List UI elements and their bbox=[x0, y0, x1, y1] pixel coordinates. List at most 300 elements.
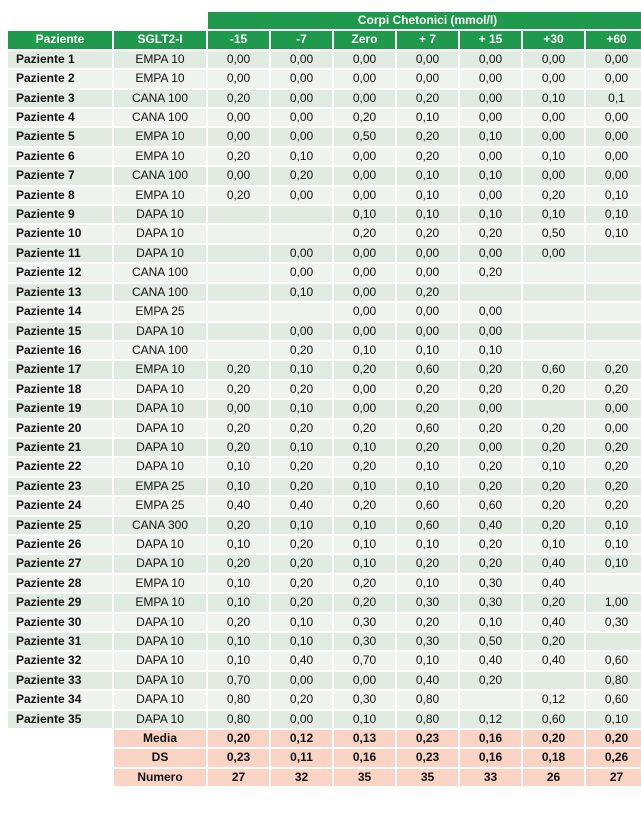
ketone-value-cell: 0,00 bbox=[208, 128, 269, 145]
ketone-value-cell: 0,50 bbox=[334, 128, 395, 145]
sglt2-drug-cell: DAPA 10 bbox=[114, 323, 206, 340]
ketone-value-cell bbox=[460, 691, 521, 708]
stats-value-cell: 0,23 bbox=[397, 730, 458, 747]
stats-value-cell: 0,16 bbox=[460, 749, 521, 766]
ketone-value-cell: 0,12 bbox=[523, 691, 584, 708]
patient-name-cell: Paziente 9 bbox=[8, 206, 112, 223]
stats-blank-cell bbox=[8, 769, 112, 786]
ketone-value-cell: 0,10 bbox=[271, 439, 332, 456]
ketone-value-cell: 0,50 bbox=[460, 633, 521, 650]
ketone-value-cell: 0,00 bbox=[460, 245, 521, 262]
ketone-value-cell: 0,10 bbox=[586, 536, 641, 553]
sglt2-drug-cell: CANA 100 bbox=[114, 264, 206, 281]
ketone-value-cell: 0,20 bbox=[208, 420, 269, 437]
ketone-value-cell: 0,00 bbox=[271, 187, 332, 204]
ketone-value-cell: 0,20 bbox=[208, 90, 269, 107]
ketone-value-cell: 0,10 bbox=[397, 206, 458, 223]
ketone-value-cell bbox=[208, 225, 269, 242]
ketone-value-cell: 0,10 bbox=[334, 555, 395, 572]
patient-name-cell: Paziente 27 bbox=[8, 555, 112, 572]
stats-row bbox=[8, 769, 641, 786]
ketone-value-cell: 0,00 bbox=[334, 672, 395, 689]
ketone-value-cell: 0,30 bbox=[586, 614, 641, 631]
ketone-value-cell: 0,00 bbox=[334, 264, 395, 281]
ketone-value-cell: 0,60 bbox=[397, 497, 458, 514]
ketone-value-cell: 0,10 bbox=[397, 536, 458, 553]
ketone-value-cell: 0,00 bbox=[460, 187, 521, 204]
ketone-value-cell: 0,00 bbox=[460, 400, 521, 417]
stats-value-cell: 32 bbox=[271, 769, 332, 786]
ketone-value-cell: 0,40 bbox=[523, 614, 584, 631]
ketone-value-cell: 0,20 bbox=[334, 497, 395, 514]
table-row bbox=[8, 148, 641, 165]
ketone-value-cell: 0,00 bbox=[208, 400, 269, 417]
ketone-value-cell bbox=[586, 303, 641, 320]
ketone-value-cell: 0,40 bbox=[460, 652, 521, 669]
ketone-value-cell: 0,00 bbox=[271, 128, 332, 145]
ketone-value-cell bbox=[523, 264, 584, 281]
ketone-value-cell: 0,20 bbox=[397, 284, 458, 301]
ketone-value-cell: 0,20 bbox=[208, 614, 269, 631]
sglt2-drug-cell: DAPA 10 bbox=[114, 555, 206, 572]
table-row bbox=[8, 517, 641, 534]
table-row bbox=[8, 439, 641, 456]
ketone-value-cell: 0,00 bbox=[271, 245, 332, 262]
table-row bbox=[8, 284, 641, 301]
ketone-value-cell: 0,10 bbox=[271, 614, 332, 631]
ketone-value-cell: 0,20 bbox=[460, 458, 521, 475]
ketone-value-cell bbox=[586, 245, 641, 262]
stats-blank-cell bbox=[8, 730, 112, 747]
stats-value-cell: 0,20 bbox=[586, 730, 641, 747]
patient-name-cell: Paziente 5 bbox=[8, 128, 112, 145]
ketone-value-cell: 0,40 bbox=[523, 555, 584, 572]
sglt2-drug-cell: EMPA 10 bbox=[114, 187, 206, 204]
ketone-value-cell: 0,00 bbox=[334, 303, 395, 320]
table-row bbox=[8, 342, 641, 359]
ketone-value-cell: 0,00 bbox=[460, 51, 521, 68]
sglt2-drug-cell: CANA 100 bbox=[114, 342, 206, 359]
column-header-timepoint: Zero bbox=[334, 31, 395, 48]
ketone-value-cell: 0,10 bbox=[334, 711, 395, 728]
ketone-value-cell bbox=[208, 245, 269, 262]
ketone-value-cell: 0,10 bbox=[208, 478, 269, 495]
patient-name-cell: Paziente 22 bbox=[8, 458, 112, 475]
table-row bbox=[8, 381, 641, 398]
patient-name-cell: Paziente 34 bbox=[8, 691, 112, 708]
ketone-value-cell: 0,10 bbox=[523, 90, 584, 107]
ketone-value-cell: 0,00 bbox=[334, 51, 395, 68]
ketone-value-cell: 0,10 bbox=[208, 633, 269, 650]
sglt2-drug-cell: DAPA 10 bbox=[114, 206, 206, 223]
sglt2-drug-cell: CANA 300 bbox=[114, 517, 206, 534]
stats-value-cell: 0,23 bbox=[397, 749, 458, 766]
stats-row bbox=[8, 730, 641, 747]
ketone-value-cell: 0,20 bbox=[334, 420, 395, 437]
stats-value-cell: 0,20 bbox=[208, 730, 269, 747]
ketone-value-cell: 0,20 bbox=[397, 90, 458, 107]
ketone-value-cell: 0,00 bbox=[397, 264, 458, 281]
stats-value-cell: 0,23 bbox=[208, 749, 269, 766]
ketone-value-cell: 0,00 bbox=[208, 51, 269, 68]
ketone-value-cell: 0,20 bbox=[397, 439, 458, 456]
sglt2-drug-cell: CANA 100 bbox=[114, 284, 206, 301]
ketone-value-cell bbox=[523, 342, 584, 359]
ketone-value-cell: 0,00 bbox=[586, 109, 641, 126]
table-row bbox=[8, 323, 641, 340]
ketone-value-cell: 0,10 bbox=[523, 458, 584, 475]
ketone-value-cell: 0,40 bbox=[271, 652, 332, 669]
ketone-value-cell bbox=[586, 264, 641, 281]
ketone-value-cell: 0,20 bbox=[271, 536, 332, 553]
ketone-value-cell bbox=[586, 284, 641, 301]
ketone-value-cell: 0,20 bbox=[271, 478, 332, 495]
ketone-value-cell: 0,10 bbox=[586, 206, 641, 223]
patient-name-cell: Paziente 7 bbox=[8, 167, 112, 184]
ketone-value-cell: 0,20 bbox=[208, 361, 269, 378]
ketone-value-cell: 0,00 bbox=[586, 70, 641, 87]
ketone-value-cell bbox=[208, 264, 269, 281]
ketone-value-cell: 0,10 bbox=[397, 458, 458, 475]
ketone-value-cell: 0,20 bbox=[271, 381, 332, 398]
sglt2-drug-cell: DAPA 10 bbox=[114, 381, 206, 398]
patient-name-cell: Paziente 11 bbox=[8, 245, 112, 262]
table-row bbox=[8, 245, 641, 262]
ketone-value-cell: 0,20 bbox=[523, 497, 584, 514]
ketone-value-cell: 0,40 bbox=[271, 497, 332, 514]
ketone-value-cell: 0,20 bbox=[523, 478, 584, 495]
sglt2-drug-cell: EMPA 10 bbox=[114, 128, 206, 145]
ketone-value-cell: 0,10 bbox=[460, 167, 521, 184]
patient-name-cell: Paziente 31 bbox=[8, 633, 112, 650]
stats-value-cell: 0,16 bbox=[460, 730, 521, 747]
sglt2-drug-cell: DAPA 10 bbox=[114, 420, 206, 437]
ketone-value-cell bbox=[208, 206, 269, 223]
stats-value-cell: 0,18 bbox=[523, 749, 584, 766]
ketone-value-cell: 0,20 bbox=[523, 420, 584, 437]
ketone-value-cell: 0,10 bbox=[334, 478, 395, 495]
patient-name-cell: Paziente 6 bbox=[8, 148, 112, 165]
ketone-value-cell: 0,40 bbox=[397, 672, 458, 689]
ketone-value-cell: 0,20 bbox=[271, 555, 332, 572]
ketone-value-cell: 0,20 bbox=[523, 633, 584, 650]
sglt2-drug-cell: EMPA 10 bbox=[114, 70, 206, 87]
stats-value-cell: 33 bbox=[460, 769, 521, 786]
ketone-value-cell: 0,00 bbox=[334, 284, 395, 301]
table-row bbox=[8, 206, 641, 223]
ketone-value-cell: 0,30 bbox=[334, 691, 395, 708]
table-row bbox=[8, 594, 641, 611]
table-row bbox=[8, 70, 641, 87]
column-header-timepoint: -15 bbox=[208, 31, 269, 48]
ketone-value-cell: 0,00 bbox=[208, 167, 269, 184]
patient-name-cell: Paziente 20 bbox=[8, 420, 112, 437]
stats-value-cell: 27 bbox=[586, 769, 641, 786]
ketone-value-cell bbox=[523, 400, 584, 417]
stats-label-cell: Media bbox=[114, 730, 206, 747]
table-row bbox=[8, 264, 641, 281]
header-row-group bbox=[8, 12, 641, 29]
sglt2-drug-cell: EMPA 25 bbox=[114, 478, 206, 495]
sglt2-drug-cell: EMPA 10 bbox=[114, 594, 206, 611]
ketone-value-cell: 0,20 bbox=[460, 536, 521, 553]
patient-name-cell: Paziente 29 bbox=[8, 594, 112, 611]
sglt2-drug-cell: EMPA 25 bbox=[114, 497, 206, 514]
ketone-value-cell: 0,20 bbox=[397, 614, 458, 631]
ketone-value-cell: 0,12 bbox=[460, 711, 521, 728]
ketone-value-cell: 0,20 bbox=[208, 381, 269, 398]
patient-name-cell: Paziente 4 bbox=[8, 109, 112, 126]
sglt2-drug-cell: CANA 100 bbox=[114, 109, 206, 126]
ketone-value-cell: 0,00 bbox=[271, 51, 332, 68]
ketone-value-cell bbox=[271, 303, 332, 320]
ketone-value-cell: 0,10 bbox=[523, 536, 584, 553]
ketone-value-cell: 0,10 bbox=[460, 206, 521, 223]
ketone-value-cell: 0,10 bbox=[334, 439, 395, 456]
ketone-value-cell: 0,20 bbox=[397, 128, 458, 145]
sglt2-drug-cell: DAPA 10 bbox=[114, 458, 206, 475]
ketone-value-cell: 0,10 bbox=[523, 148, 584, 165]
ketone-value-cell: 0,10 bbox=[271, 633, 332, 650]
ketone-value-cell: 0,20 bbox=[271, 691, 332, 708]
ketone-value-cell: 0,20 bbox=[271, 458, 332, 475]
ketone-value-cell: 0,60 bbox=[397, 517, 458, 534]
ketone-value-cell: 0,20 bbox=[397, 400, 458, 417]
ketone-value-cell: 0,10 bbox=[271, 148, 332, 165]
ketone-value-cell: 0,10 bbox=[208, 652, 269, 669]
patient-name-cell: Paziente 15 bbox=[8, 323, 112, 340]
ketone-value-cell: 0,70 bbox=[208, 672, 269, 689]
ketone-value-cell: 0,20 bbox=[460, 672, 521, 689]
column-header-sglt2: SGLT2-I bbox=[114, 31, 206, 48]
ketone-value-cell: 0,20 bbox=[271, 342, 332, 359]
ketone-value-cell: 0,20 bbox=[460, 225, 521, 242]
sglt2-drug-cell: DAPA 10 bbox=[114, 225, 206, 242]
table-row bbox=[8, 187, 641, 204]
ketone-value-cell: 0,00 bbox=[460, 70, 521, 87]
table-row bbox=[8, 555, 641, 572]
ketone-value-cell: 0,10 bbox=[586, 711, 641, 728]
ketone-value-cell: 0,10 bbox=[523, 206, 584, 223]
ketone-value-cell bbox=[523, 323, 584, 340]
table-row bbox=[8, 497, 641, 514]
sglt2-drug-cell: CANA 100 bbox=[114, 167, 206, 184]
patient-name-cell: Paziente 1 bbox=[8, 51, 112, 68]
ketone-value-cell: 0,00 bbox=[586, 51, 641, 68]
patient-name-cell: Paziente 19 bbox=[8, 400, 112, 417]
ketone-value-cell: 0,20 bbox=[208, 187, 269, 204]
table-row bbox=[8, 303, 641, 320]
ketone-value-cell: 0,00 bbox=[586, 167, 641, 184]
ketone-value-cell: 0,1 bbox=[586, 90, 641, 107]
ketone-value-cell: 0,10 bbox=[397, 652, 458, 669]
table-row bbox=[8, 691, 641, 708]
ketone-value-cell: 0,60 bbox=[523, 711, 584, 728]
ketone-value-cell: 0,00 bbox=[523, 167, 584, 184]
ketone-value-cell: 0,20 bbox=[271, 594, 332, 611]
ketone-value-cell: 0,20 bbox=[460, 555, 521, 572]
ketone-value-cell: 0,70 bbox=[334, 652, 395, 669]
ketone-value-cell: 0,00 bbox=[334, 245, 395, 262]
table-row bbox=[8, 51, 641, 68]
table-row bbox=[8, 109, 641, 126]
ketone-value-cell: 0,00 bbox=[523, 51, 584, 68]
ketone-value-cell bbox=[271, 225, 332, 242]
ketone-value-cell: 0,00 bbox=[271, 672, 332, 689]
ketone-value-cell: 0,20 bbox=[334, 361, 395, 378]
ketone-value-cell: 0,00 bbox=[586, 148, 641, 165]
patient-name-cell: Paziente 33 bbox=[8, 672, 112, 689]
ketone-value-cell: 0,00 bbox=[271, 70, 332, 87]
ketone-value-cell: 0,60 bbox=[586, 691, 641, 708]
column-header-timepoint: -7 bbox=[271, 31, 332, 48]
ketone-value-cell: 0,20 bbox=[523, 517, 584, 534]
stats-value-cell: 0,16 bbox=[334, 749, 395, 766]
patient-name-cell: Paziente 18 bbox=[8, 381, 112, 398]
ketone-value-cell: 0,00 bbox=[460, 303, 521, 320]
table-row bbox=[8, 478, 641, 495]
stats-blank-cell bbox=[8, 749, 112, 766]
table-row bbox=[8, 536, 641, 553]
ketone-value-cell: 0,10 bbox=[208, 594, 269, 611]
ketone-value-cell: 0,00 bbox=[523, 109, 584, 126]
ketone-value-cell: 0,00 bbox=[523, 128, 584, 145]
ketone-value-cell: 0,00 bbox=[397, 245, 458, 262]
table-row bbox=[8, 711, 641, 728]
ketone-value-cell: 0,80 bbox=[586, 672, 641, 689]
ketone-value-cell: 0,10 bbox=[334, 206, 395, 223]
ketone-value-cell: 0,00 bbox=[334, 70, 395, 87]
ketone-value-cell bbox=[523, 284, 584, 301]
ketone-value-cell: 0,00 bbox=[271, 109, 332, 126]
stats-value-cell: 0,11 bbox=[271, 749, 332, 766]
ketone-value-cell bbox=[271, 206, 332, 223]
table-footer-stats bbox=[8, 730, 641, 786]
sglt2-drug-cell: EMPA 25 bbox=[114, 303, 206, 320]
ketone-value-cell: 0,20 bbox=[208, 555, 269, 572]
stats-value-cell: 0,13 bbox=[334, 730, 395, 747]
ketone-value-cell bbox=[460, 284, 521, 301]
stats-value-cell: 35 bbox=[334, 769, 395, 786]
column-header-timepoint: +30 bbox=[523, 31, 584, 48]
ketone-value-cell: 0,40 bbox=[460, 517, 521, 534]
ketone-value-cell: 0,00 bbox=[460, 439, 521, 456]
ketone-value-cell bbox=[586, 323, 641, 340]
ketone-value-cell bbox=[208, 284, 269, 301]
patient-name-cell: Paziente 32 bbox=[8, 652, 112, 669]
patient-name-cell: Paziente 24 bbox=[8, 497, 112, 514]
ketone-value-cell: 0,20 bbox=[586, 439, 641, 456]
ketone-value-cell bbox=[208, 323, 269, 340]
ketone-value-cell: 0,10 bbox=[397, 109, 458, 126]
ketone-value-cell: 0,00 bbox=[586, 400, 641, 417]
patient-name-cell: Paziente 16 bbox=[8, 342, 112, 359]
patient-name-cell: Paziente 30 bbox=[8, 614, 112, 631]
ketone-value-cell bbox=[523, 303, 584, 320]
ketone-value-cell: 0,10 bbox=[334, 342, 395, 359]
ketone-value-cell: 0,20 bbox=[397, 381, 458, 398]
ketone-value-cell: 0,80 bbox=[208, 711, 269, 728]
ketone-value-cell: 0,00 bbox=[460, 148, 521, 165]
patient-name-cell: Paziente 21 bbox=[8, 439, 112, 456]
ketone-value-cell: 0,30 bbox=[397, 594, 458, 611]
header-row-columns bbox=[8, 31, 641, 48]
ketone-value-cell: 1,00 bbox=[586, 594, 641, 611]
ketone-value-cell: 0,80 bbox=[397, 691, 458, 708]
ketone-value-cell: 0,30 bbox=[460, 594, 521, 611]
ketone-value-cell: 0,20 bbox=[460, 381, 521, 398]
ketone-value-cell: 0,20 bbox=[586, 361, 641, 378]
patient-name-cell: Paziente 26 bbox=[8, 536, 112, 553]
ketone-value-cell: 0,30 bbox=[397, 633, 458, 650]
sglt2-drug-cell: DAPA 10 bbox=[114, 633, 206, 650]
ketone-value-cell: 0,20 bbox=[271, 575, 332, 592]
table-row bbox=[8, 361, 641, 378]
ketone-value-cell: 0,20 bbox=[397, 148, 458, 165]
ketone-value-cell: 0,20 bbox=[334, 109, 395, 126]
ketone-value-cell: 0,20 bbox=[460, 420, 521, 437]
ketone-value-cell: 0,60 bbox=[397, 420, 458, 437]
ketone-value-cell: 0,10 bbox=[460, 614, 521, 631]
patient-name-cell: Paziente 13 bbox=[8, 284, 112, 301]
ketone-value-cell: 0,00 bbox=[334, 167, 395, 184]
ketone-value-cell: 0,10 bbox=[271, 284, 332, 301]
ketone-value-cell: 0,10 bbox=[586, 187, 641, 204]
patient-name-cell: Paziente 10 bbox=[8, 225, 112, 242]
table-row bbox=[8, 614, 641, 631]
ketone-value-cell: 0,00 bbox=[271, 323, 332, 340]
column-header-paziente: Paziente bbox=[8, 31, 112, 48]
sglt2-drug-cell: DAPA 10 bbox=[114, 400, 206, 417]
ketone-value-cell: 0,10 bbox=[208, 575, 269, 592]
ketone-table-container bbox=[6, 10, 634, 788]
ketone-value-cell: 0,20 bbox=[271, 167, 332, 184]
ketone-value-cell: 0,00 bbox=[397, 323, 458, 340]
sglt2-drug-cell: EMPA 10 bbox=[114, 51, 206, 68]
ketone-value-cell: 0,00 bbox=[397, 303, 458, 320]
ketone-value-cell: 0,10 bbox=[397, 187, 458, 204]
table-row bbox=[8, 458, 641, 475]
sglt2-drug-cell: EMPA 10 bbox=[114, 361, 206, 378]
stats-label-cell: DS bbox=[114, 749, 206, 766]
stats-value-cell: 0,12 bbox=[271, 730, 332, 747]
ketone-value-cell: 0,30 bbox=[334, 614, 395, 631]
patient-name-cell: Paziente 23 bbox=[8, 478, 112, 495]
ketone-value-cell: 0,30 bbox=[460, 575, 521, 592]
ketone-value-cell: 0,80 bbox=[208, 691, 269, 708]
ketone-value-cell: 0,20 bbox=[397, 225, 458, 242]
column-header-timepoint: +60 bbox=[586, 31, 641, 48]
table-row bbox=[8, 128, 641, 145]
ketone-value-cell: 0,10 bbox=[586, 225, 641, 242]
ketone-value-cell: 0,40 bbox=[523, 652, 584, 669]
stats-value-cell: 26 bbox=[523, 769, 584, 786]
ketone-value-cell: 0,60 bbox=[586, 652, 641, 669]
table-row bbox=[8, 672, 641, 689]
ketone-value-cell: 0,10 bbox=[397, 342, 458, 359]
table-body bbox=[8, 51, 641, 728]
ketone-value-cell: 0,10 bbox=[208, 536, 269, 553]
patient-name-cell: Paziente 12 bbox=[8, 264, 112, 281]
table-row bbox=[8, 652, 641, 669]
ketone-value-cell: 0,60 bbox=[397, 361, 458, 378]
sglt2-drug-cell: DAPA 10 bbox=[114, 672, 206, 689]
patient-name-cell: Paziente 35 bbox=[8, 711, 112, 728]
ketone-value-cell: 0,20 bbox=[334, 594, 395, 611]
ketone-value-cell: 0,10 bbox=[334, 517, 395, 534]
ketone-value-cell: 0,00 bbox=[586, 420, 641, 437]
patient-name-cell: Paziente 2 bbox=[8, 70, 112, 87]
